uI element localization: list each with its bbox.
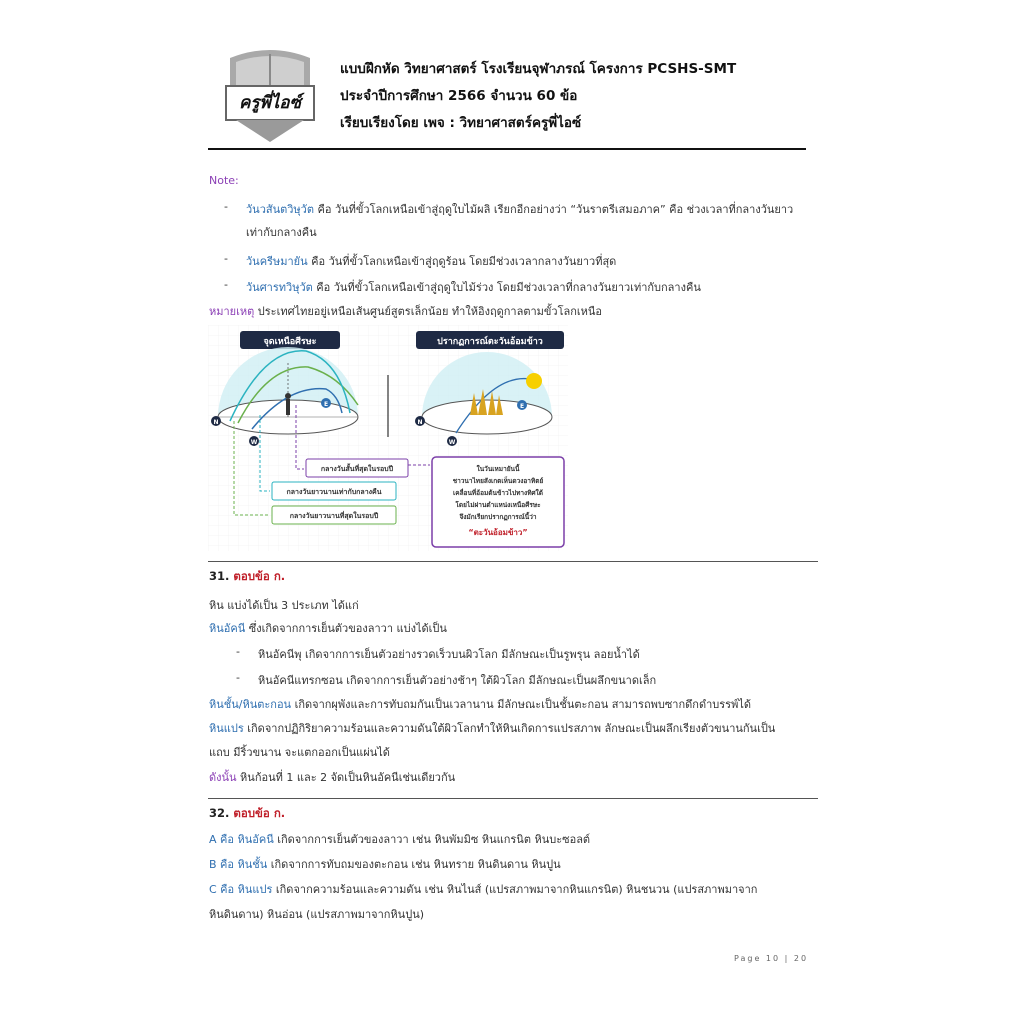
- divider-q32: [208, 798, 818, 799]
- left-title: จุดเหนือศีรษะ: [263, 337, 317, 347]
- q31-bullet-text-2: หินอัคนีแทรกซอน เกิดจากการเย็นตัวอย่างช้าๆ ใต้ผิวโลก มีลักษณะเป็นผลึกขนาดเล็ก: [258, 674, 657, 687]
- note-item-2: [246, 252, 616, 270]
- q31-term-igneous: หินอัคนี: [209, 622, 246, 635]
- q31-line-5: แถบ มีริ้วขนาน จะแตกออกเป็นแผ่นได้: [209, 746, 390, 759]
- q32-text-b: เกิดจากการทับถมของตะกอน เช่น หินทราย หินดินดาน หินปูน: [267, 858, 561, 871]
- q31-text-igneous: ซึ่งเกิดจากการเย็นตัวของลาวา แบ่งได้เป็น: [245, 622, 447, 635]
- q32-title: [209, 805, 285, 823]
- logo: [222, 46, 318, 146]
- note-item-1: [246, 200, 793, 218]
- q31-line-3: [209, 695, 751, 713]
- info-line-1: ในวันเหมายันนี้: [476, 465, 520, 473]
- right-compass-n: N: [417, 419, 423, 426]
- q32-line-c: [209, 880, 757, 898]
- q32-line-a: [209, 830, 590, 848]
- header-line-1: แบบฝึกหัด วิทยาศาสตร์ โรงเรียนจุฬาภรณ์ โครงการ PCSHS-SMT: [340, 61, 737, 77]
- right-compass-w: W: [448, 439, 456, 446]
- q31-bullet-2: -: [236, 671, 240, 684]
- q31-line-2: [209, 619, 447, 637]
- note-text-3: คือ วันที่ขั้วโลกเหนือเข้าสู่ฤดูใบไม้ร่วง โดยมีช่วงเวลาที่กลางวันยาวเท่ากับกลางคืน: [312, 281, 701, 294]
- logo-text: ครูพี่ไอซ์: [238, 93, 301, 113]
- info-line-3: เคลื่อนที่อ้อมต้นข้าวไปทางทิศใต้: [453, 489, 543, 497]
- right-title: ปรากฏการณ์ตะวันอ้อมข้าว: [437, 337, 543, 347]
- q32-line-c-cont: หินดินดาน) หินอ่อน (แปรสภาพมาจากหินปูน): [209, 908, 424, 921]
- q31-line-1: หิน แบ่งได้เป็น 3 ประเภท ได้แก่: [209, 599, 359, 612]
- page-number: Page 10 | 20: [734, 954, 809, 963]
- note-text-1: คือ วันที่ขั้วโลกเหนือเข้าสู่ฤดูใบไม้ผลิ เรียกอีกอย่างว่า “วันราตรีเสมอภาค” คือ ช่วงเวลาที่กลางวันยาว: [314, 203, 794, 216]
- info-line-4: โดยไม่ผ่านตำแหน่งเหนือศีรษะ: [455, 501, 541, 509]
- note-remark: [209, 302, 602, 320]
- sun-path-diagram: [208, 325, 568, 551]
- q32-term-c: C คือ หินแปร: [209, 883, 273, 896]
- note-term-1: วันวสันตวิษุวัต: [246, 203, 314, 216]
- q32-term-a: A คือ หินอัคนี: [209, 833, 274, 846]
- note-remark-text: ประเทศไทยอยู่เหนือเส้นศูนย์สูตรเล็กน้อย ทำให้อิงฤดูกาลตามขั้วโลกเหนือ: [254, 305, 603, 318]
- note-remark-label: หมายเหตุ: [209, 305, 255, 318]
- header-divider: [208, 148, 806, 150]
- q31-term-sedimentary: หินชั้น/หินตะกอน: [209, 698, 292, 711]
- note-item-1-cont: เท่ากับกลางคืน: [246, 226, 317, 239]
- q32-text-a: เกิดจากการเย็นตัวของลาวา เช่น หินพัมมิซ หินแกรนิต หินบะซอลต์: [273, 833, 591, 846]
- note-term-3: วันศารทวิษุวัต: [246, 281, 313, 294]
- note-item-3: [246, 278, 701, 296]
- info-line-2: ชาวนาไทยสังเกตเห็นดวงอาทิตย์: [452, 477, 544, 485]
- label-box-2-text: กลางวันยาวนานเท่ากับกลางคืน: [286, 488, 382, 496]
- q31-text-therefore: หินก้อนที่ 1 และ 2 จัดเป็นหินอัคนีเช่นเดียวกัน: [236, 771, 456, 784]
- q32-line-b: [209, 855, 561, 873]
- q31-bullet-1: -: [236, 645, 240, 658]
- header-line-2: ประจำปีการศึกษา 2566 จำนวน 60 ข้อ: [340, 88, 578, 104]
- note-label: Note:: [209, 174, 239, 187]
- header-line-3: เรียบเรียงโดย เพจ : วิทยาศาสตร์ครูพี่ไอซ์: [340, 115, 582, 131]
- right-compass-e: E: [519, 403, 525, 410]
- note-term-2: วันครีษมายัน: [246, 255, 308, 268]
- note-bullet-2: -: [224, 252, 228, 265]
- q32-term-b: B คือ หินชั้น: [209, 858, 268, 871]
- divider-q31: [208, 561, 818, 562]
- q31-line-4: [209, 719, 775, 737]
- q32-text-c: เกิดจากความร้อนและความดัน เช่น หินไนส์ (แปรสภาพมาจากหินแกรนิต) หินชนวน (แปรสภาพมาจาก: [272, 883, 758, 896]
- q31-text-metamorphic: เกิดจากปฏิกิริยาความร้อนและความดันใต้ผิวโลกทำให้หินเกิดการแปรสภาพ ลักษณะเป็นผลึกเรียงตัวขนานกันเป็น: [243, 722, 776, 735]
- q31-term-metamorphic: หินแปร: [209, 722, 244, 735]
- label-box-3-text: กลางวันยาวนานที่สุดในรอบปี: [289, 512, 379, 520]
- info-highlight: “ตะวันอ้อมข้าว”: [468, 528, 528, 537]
- note-text-2: คือ วันที่ขั้วโลกเหนือเข้าสู่ฤดูร้อน โดยมีช่วงเวลากลางวันยาวที่สุด: [307, 255, 617, 268]
- left-compass-e: E: [323, 401, 329, 408]
- q31-term-therefore: ดังนั้น: [209, 771, 237, 784]
- left-compass-w: W: [250, 439, 258, 446]
- note-bullet-3: -: [224, 278, 228, 291]
- note-bullet-1: -: [224, 200, 228, 213]
- q31-number: 31.: [209, 569, 230, 583]
- q31-line-6: [209, 768, 455, 786]
- q31-answer: ตอบข้อ ก.: [229, 569, 286, 583]
- document-header: [340, 56, 736, 137]
- left-compass-n: N: [213, 419, 219, 426]
- label-box-1-text: กลางวันสั้นที่สุดในรอบปี: [320, 465, 394, 473]
- q31-bullet-text-1: หินอัคนีพุ เกิดจากการเย็นตัวอย่างรวดเร็วบนผิวโลก มีลักษณะเป็นรูพรุน ลอยน้ำได้: [258, 648, 640, 661]
- q31-title: [209, 568, 285, 586]
- q31-text-sedimentary: เกิดจากผุพังและการทับถมกันเป็นเวลานาน มีลักษณะเป็นชั้นตะกอน สามารถพบซากดึกดำบรรพ์ได้: [291, 698, 751, 711]
- q32-answer: ตอบข้อ ก.: [229, 806, 286, 820]
- q32-number: 32.: [209, 806, 230, 820]
- info-line-5: จึงมักเรียกปรากฏการณ์นี้ว่า: [459, 513, 537, 521]
